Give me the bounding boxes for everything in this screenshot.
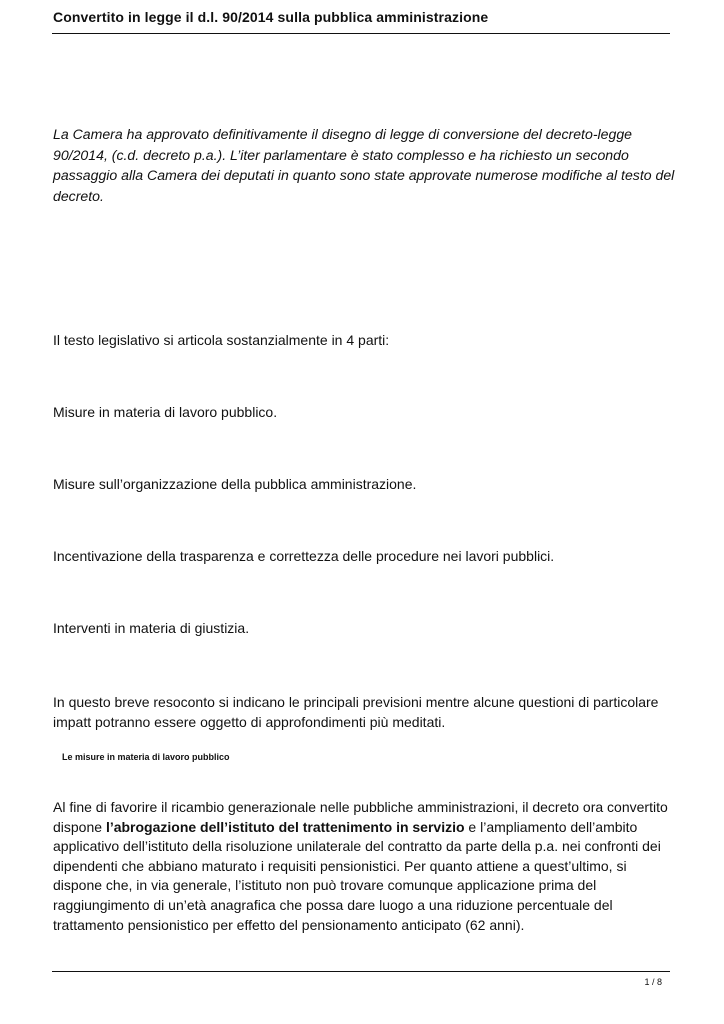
section-paragraph-emphasis: l’abrogazione dell’istituto del trattenimento in servizio — [105, 818, 465, 835]
section-paragraph-text-start: Al fine di favorire il ricambio generazionale nelle pubbliche amministrazioni, il decreto ora convertito dispone — [53, 799, 668, 835]
part-item-2: Misure sull’organizzazione della pubblica amministrazione. — [53, 476, 417, 492]
footer-divider — [52, 971, 670, 972]
structure-intro: Il testo legislativo si articola sostanzialmente in 4 parti: — [53, 332, 390, 348]
section-paragraph-text-end: e l’ampliamento dell’ambito applicativo dell’istituto della risoluzione unilaterale del contratto da parte della p.a. nei confronti dei dipendenti che abbiano maturato i requisiti pensionistici. Per quanto attiene a quest’ultimo, si dispone che, in via generale, l’istituto non può trovare comunque applicazione prima del raggiungimento di un’età anagrafica che possa dare luogo a una riduzione percentuale del trattamento pensionistico per effetto del pensionamento anticipato (62 anni). — [53, 818, 661, 933]
page-number: 1 / 8 — [644, 977, 662, 987]
header-divider — [52, 33, 670, 34]
intro-paragraph: La Camera ha approvato definitivamente il disegno di legge di conversione del decreto-legge 90/2014, (c.d. decreto p.a.). L’iter parlamentare è stato complesso e ha richiesto un secondo passaggio alla Camera dei deputati in quanto sono state approvate numerose modifiche al testo del decreto. — [53, 126, 675, 204]
document-title: Convertito in legge il d.l. 90/2014 sulla pubblica amministrazione — [53, 9, 489, 25]
part-item-4: Interventi in materia di giustizia. — [53, 620, 250, 636]
section-heading: Le misure in materia di lavoro pubblico — [62, 752, 230, 762]
section-paragraph — [53, 798, 678, 935]
part-item-1: Misure in materia di lavoro pubblico. — [53, 404, 278, 420]
part-item-3: Incentivazione della trasparenza e correttezza delle procedure nei lavori pubblici. — [53, 548, 555, 564]
summary-note: In questo breve resoconto si indicano le principali previsioni mentre alcune questioni di particolare impatt potranno essere oggetto di approfondimenti più meditati. — [53, 694, 659, 730]
